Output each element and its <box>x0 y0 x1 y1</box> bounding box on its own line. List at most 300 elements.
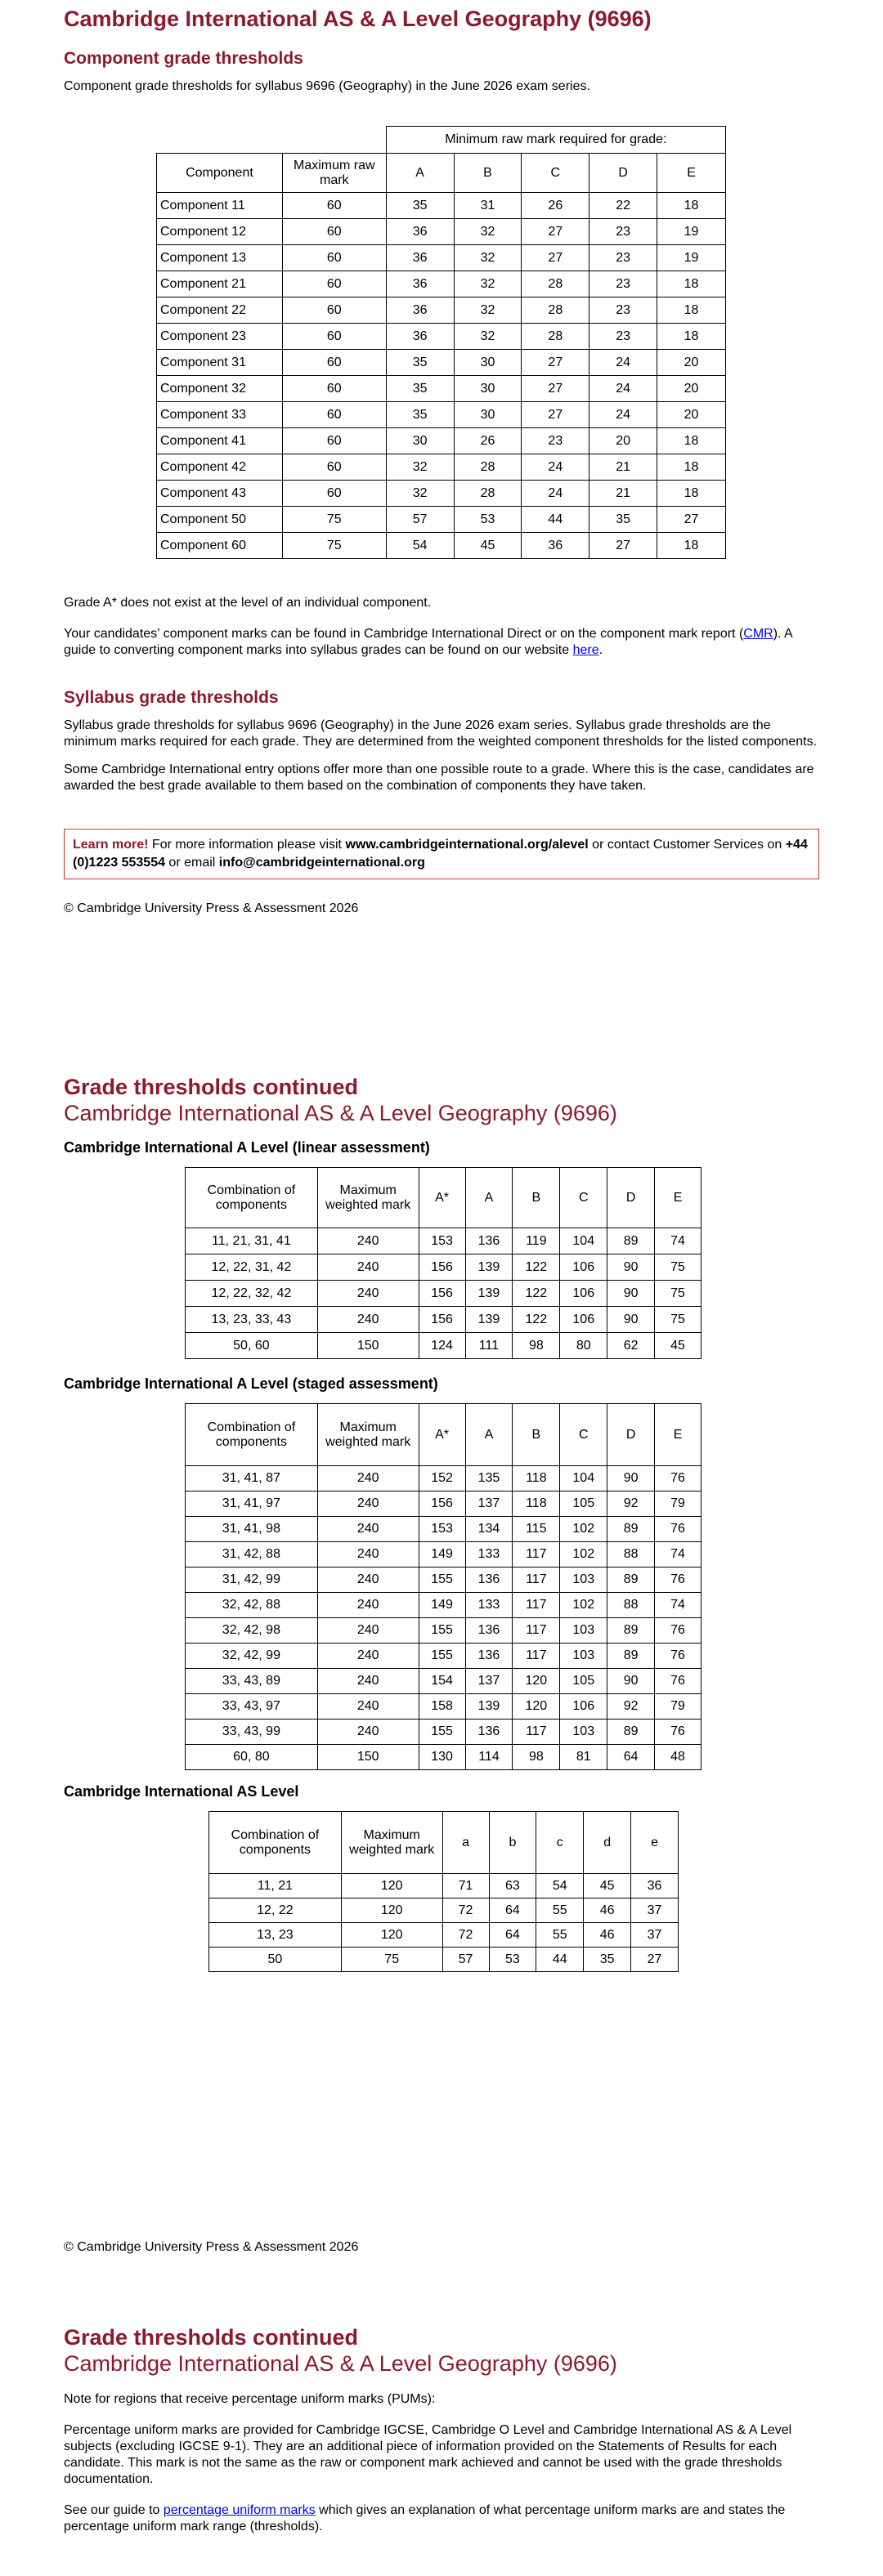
table-cell: 32 <box>386 481 454 507</box>
row-label-cell: 12, 22, 31, 42 <box>186 1254 318 1281</box>
table-cell: 103 <box>560 1644 607 1669</box>
table-cell: 26 <box>522 193 589 219</box>
table-cell: 30 <box>454 402 522 428</box>
table-cell: 75 <box>341 1948 442 1972</box>
table-cell: 105 <box>560 1669 607 1694</box>
table-row <box>157 324 726 350</box>
syllabus-thresholds-heading: Syllabus grade thresholds <box>64 688 279 707</box>
row-label-cell: Component 32 <box>157 376 283 402</box>
website-link[interactable]: www.cambridgeinternational.org/alevel <box>345 838 589 852</box>
row-label-cell: Component 41 <box>157 428 283 454</box>
table-cell: 90 <box>607 1254 655 1281</box>
table-cell: 156 <box>419 1254 465 1281</box>
syllabus-paragraph-2: Some Cambridge International entry options offer more than one possible route to a grade. Where this is the case, candidates are awarded the best grade available to them based on the combination of components they have taken. <box>64 763 814 793</box>
row-label-cell: Component 42 <box>157 454 283 481</box>
column-header: a <box>442 1812 489 1874</box>
table-cell: 158 <box>419 1694 465 1720</box>
column-header: Component <box>157 154 283 193</box>
table-cell: 45 <box>454 533 522 559</box>
row-label-cell: 11, 21 <box>209 1874 342 1898</box>
table-cell: 75 <box>655 1281 701 1307</box>
table-cell: 64 <box>607 1745 655 1770</box>
table-cell: 133 <box>465 1593 513 1618</box>
table-cell: 119 <box>513 1228 560 1254</box>
phone-number: +44 (0)1223 553554 <box>73 838 808 870</box>
table-row <box>186 1568 701 1593</box>
table-cell: 30 <box>454 350 522 376</box>
page-3 <box>0 2305 883 2535</box>
copyright: © Cambridge University Press & Assessment 2026 <box>64 901 359 915</box>
table-cell: 106 <box>560 1694 607 1720</box>
table-row <box>186 1333 701 1359</box>
table-cell: 120 <box>513 1694 560 1720</box>
column-header: A* <box>419 1168 465 1228</box>
table-cell: 74 <box>655 1593 701 1618</box>
table-cell: 153 <box>419 1517 465 1542</box>
page-title: Grade thresholds continued <box>64 1075 359 1099</box>
table-cell: 117 <box>513 1542 560 1568</box>
table-cell: 23 <box>589 219 657 245</box>
table-cell: 27 <box>522 402 589 428</box>
table-cell: 27 <box>589 533 657 559</box>
table-cell: 90 <box>607 1281 655 1307</box>
table-cell: 76 <box>655 1618 701 1644</box>
table-cell: 53 <box>489 1948 536 1972</box>
table-cell: 106 <box>560 1254 607 1281</box>
table-row <box>157 402 726 428</box>
table-row <box>186 1694 701 1720</box>
table-cell: 20 <box>589 428 657 454</box>
table-cell: 120 <box>341 1874 442 1898</box>
table-cell: 36 <box>386 271 454 297</box>
table-cell: 18 <box>657 297 726 324</box>
table-cell: 137 <box>465 1491 513 1517</box>
table-cell: 55 <box>536 1898 584 1923</box>
row-label-cell: Component 23 <box>157 324 283 350</box>
table-cell: 71 <box>442 1874 489 1898</box>
table-row <box>157 376 726 402</box>
table-cell: 154 <box>419 1669 465 1694</box>
table-cell: 35 <box>589 507 657 533</box>
column-header: A <box>386 154 454 193</box>
row-label-cell: 11, 21, 31, 41 <box>186 1228 318 1254</box>
table-cell: 75 <box>655 1254 701 1281</box>
table-cell: 150 <box>317 1333 419 1359</box>
table-cell: 240 <box>317 1517 419 1542</box>
table-cell: 155 <box>419 1644 465 1669</box>
table-cell: 74 <box>655 1542 701 1568</box>
table-cell: 46 <box>584 1898 631 1923</box>
table-cell: 80 <box>560 1333 607 1359</box>
table-cell: 57 <box>386 507 454 533</box>
table-cell: 122 <box>513 1281 560 1307</box>
table-cell: 21 <box>589 481 657 507</box>
table-cell: 54 <box>386 533 454 559</box>
table-cell: 135 <box>465 1466 513 1491</box>
column-header: Maximum weighted mark <box>341 1812 442 1874</box>
table-cell: 22 <box>589 193 657 219</box>
column-header: C <box>560 1168 607 1228</box>
table-cell: 81 <box>560 1745 607 1770</box>
row-label-cell: 31, 41, 98 <box>186 1517 318 1542</box>
row-label-cell: Component 12 <box>157 219 283 245</box>
table-cell: 27 <box>522 376 589 402</box>
learn-more-box: Learn more! For more information please visit www.cambridgeinternational.org/alevel or contact Customer Services on +44 (0)1223 553554 or email info@cambridgeinternational.org <box>64 829 819 879</box>
column-header: A <box>465 1168 513 1228</box>
table-cell: 32 <box>454 245 522 271</box>
row-label-cell: 13, 23 <box>209 1923 342 1948</box>
table-cell: 72 <box>442 1898 489 1923</box>
table-cell: 28 <box>454 454 522 481</box>
row-label-cell: Component 60 <box>157 533 283 559</box>
table-cell: 92 <box>607 1694 655 1720</box>
table-cell: 75 <box>655 1307 701 1333</box>
table-cell: 117 <box>513 1593 560 1618</box>
table-cell: 28 <box>522 297 589 324</box>
table-cell: 117 <box>513 1618 560 1644</box>
table-cell: 240 <box>317 1669 419 1694</box>
table-cell: 240 <box>317 1593 419 1618</box>
table-cell: 26 <box>454 428 522 454</box>
table-cell: 18 <box>657 324 726 350</box>
table-cell: 117 <box>513 1568 560 1593</box>
table-cell: 120 <box>341 1898 442 1923</box>
staged-assessment-table <box>185 1403 701 1770</box>
row-label-cell: 60, 80 <box>186 1745 318 1770</box>
row-label-cell: Component 22 <box>157 297 283 324</box>
table-cell: 18 <box>657 193 726 219</box>
table-cell: 115 <box>513 1517 560 1542</box>
table-cell: 64 <box>489 1898 536 1923</box>
table-row <box>186 1745 701 1770</box>
table-cell: 120 <box>513 1669 560 1694</box>
table-cell: 98 <box>513 1745 560 1770</box>
table-cell: 32 <box>386 454 454 481</box>
table-cell: 53 <box>454 507 522 533</box>
row-label-cell: Component 50 <box>157 507 283 533</box>
table-cell: 37 <box>631 1923 679 1948</box>
table-cell: 18 <box>657 533 726 559</box>
row-label-cell: 32, 42, 88 <box>186 1593 318 1618</box>
column-header: b <box>489 1812 536 1874</box>
table-cell: 111 <box>465 1333 513 1359</box>
table-cell: 103 <box>560 1618 607 1644</box>
table-cell: 35 <box>386 402 454 428</box>
table-row <box>209 1948 679 1972</box>
table-cell: 21 <box>589 454 657 481</box>
table-row <box>157 193 726 219</box>
table-cell: 30 <box>386 428 454 454</box>
row-label-cell: 50, 60 <box>186 1333 318 1359</box>
table-cell: 63 <box>489 1874 536 1898</box>
table-cell: 118 <box>513 1491 560 1517</box>
table-cell: 149 <box>419 1593 465 1618</box>
table-cell: 60 <box>282 350 386 376</box>
row-label-cell: Component 31 <box>157 350 283 376</box>
row-label-cell: 50 <box>209 1948 342 1972</box>
table-cell: 88 <box>607 1542 655 1568</box>
column-header: E <box>657 154 726 193</box>
table-cell: 104 <box>560 1228 607 1254</box>
table-cell: 152 <box>419 1466 465 1491</box>
table-cell: 114 <box>465 1745 513 1770</box>
column-header: D <box>607 1168 655 1228</box>
table-cell: 89 <box>607 1228 655 1254</box>
table-cell: 18 <box>657 271 726 297</box>
table-cell: 55 <box>536 1923 584 1948</box>
table-cell: 24 <box>589 350 657 376</box>
table-cell: 89 <box>607 1618 655 1644</box>
table-cell: 136 <box>465 1720 513 1745</box>
table-cell: 136 <box>465 1618 513 1644</box>
table-cell: 117 <box>513 1644 560 1669</box>
column-header: Maximum raw mark <box>282 154 386 193</box>
table-row <box>186 1669 701 1694</box>
linear-assessment-table <box>185 1167 701 1359</box>
row-label-cell: 31, 42, 99 <box>186 1568 318 1593</box>
table-cell: 60 <box>282 245 386 271</box>
table-cell: 23 <box>522 428 589 454</box>
table-cell: 24 <box>589 376 657 402</box>
table-cell: 103 <box>560 1568 607 1593</box>
table-cell: 89 <box>607 1720 655 1745</box>
email-link[interactable]: info@cambridgeinternational.org <box>218 856 425 870</box>
table-cell: 76 <box>655 1466 701 1491</box>
table-cell: 32 <box>454 324 522 350</box>
table-row <box>157 350 726 376</box>
table-cell: 75 <box>282 533 386 559</box>
table-cell: 27 <box>522 350 589 376</box>
table-cell: 36 <box>386 245 454 271</box>
pum-guide-link[interactable]: percentage uniform marks <box>163 2503 316 2517</box>
table-cell: 36 <box>386 297 454 324</box>
cmr-link[interactable]: CMR <box>743 627 773 641</box>
learn-more-label: Learn more! <box>73 838 149 852</box>
table-cell: 20 <box>657 402 726 428</box>
column-header: C <box>560 1404 607 1466</box>
table-cell: 79 <box>655 1694 701 1720</box>
column-header: Combination of components <box>186 1404 318 1466</box>
table-cell: 155 <box>419 1618 465 1644</box>
table-cell: 54 <box>536 1874 584 1898</box>
linear-heading: Cambridge International A Level (linear assessment) <box>64 1139 430 1156</box>
table-cell: 106 <box>560 1281 607 1307</box>
table-cell: 150 <box>317 1745 419 1770</box>
table-cell: 23 <box>589 245 657 271</box>
table-cell: 28 <box>454 481 522 507</box>
table-cell: 28 <box>522 271 589 297</box>
table-cell: 98 <box>513 1333 560 1359</box>
table-row <box>186 1281 701 1307</box>
table-cell: 23 <box>589 271 657 297</box>
table-row <box>186 1491 701 1517</box>
table-cell: 104 <box>560 1466 607 1491</box>
table-row <box>186 1254 701 1281</box>
table-cell: 89 <box>607 1568 655 1593</box>
table-cell: 90 <box>607 1307 655 1333</box>
here-link[interactable]: here <box>572 643 599 657</box>
column-header: E <box>655 1404 701 1466</box>
row-label-cell: Component 13 <box>157 245 283 271</box>
table-row <box>157 481 726 507</box>
astar-note: Grade A* does not exist at the level of an individual component. <box>64 596 432 610</box>
row-label-cell: Component 43 <box>157 481 283 507</box>
column-header: E <box>655 1168 701 1228</box>
table-cell: 240 <box>317 1694 419 1720</box>
pum-note: Note for regions that receive percentage uniform marks (PUMs): <box>64 2392 436 2406</box>
table-cell: 89 <box>607 1517 655 1542</box>
table-cell: 117 <box>513 1720 560 1745</box>
table-row <box>186 1542 701 1568</box>
table-cell: 60 <box>282 481 386 507</box>
cmr-paragraph: Your candidates’ component marks can be found in Cambridge International Direct or on the component mark report (CMR). A guide to converting component marks into syllabus grades can be found on our website here. <box>64 627 792 657</box>
row-label-cell: 33, 43, 89 <box>186 1669 318 1694</box>
table-row <box>186 1644 701 1669</box>
table-cell: 36 <box>386 324 454 350</box>
table-cell: 60 <box>282 193 386 219</box>
table-cell: 240 <box>317 1618 419 1644</box>
table-cell: 76 <box>655 1669 701 1694</box>
page-subtitle: Cambridge International AS & A Level Geography (9696) <box>64 2351 617 2376</box>
table-cell: 60 <box>282 454 386 481</box>
table-cell: 60 <box>282 297 386 324</box>
page-title: Grade thresholds continued <box>64 2325 359 2350</box>
column-header: D <box>589 154 657 193</box>
copyright: © Cambridge University Press & Assessment 2026 <box>64 2240 359 2254</box>
column-header: Combination of components <box>186 1168 318 1228</box>
table-cell: 32 <box>454 271 522 297</box>
table-cell: 139 <box>465 1254 513 1281</box>
table-cell: 122 <box>513 1307 560 1333</box>
table-cell: 18 <box>657 481 726 507</box>
table-cell: 92 <box>607 1491 655 1517</box>
table-cell: 133 <box>465 1542 513 1568</box>
table-cell: 27 <box>522 219 589 245</box>
table-cell: 19 <box>657 219 726 245</box>
table-cell: 60 <box>282 428 386 454</box>
pum-paragraph: Percentage uniform marks are provided for Cambridge IGCSE, Cambridge O Level and Cambridge International AS & A Level subjects (excluding IGCSE 9-1). They are an additional piece of information provided on the Statements of Results for each candidate. This mark is not the same as the raw or component mark achieved and cannot be used with the grade thresholds documentation. <box>64 2423 792 2486</box>
table-cell: 20 <box>657 350 726 376</box>
column-header: Combination of components <box>209 1812 342 1874</box>
as-level-heading: Cambridge International AS Level <box>64 1783 299 1800</box>
column-header: A <box>465 1404 513 1466</box>
table-cell: 240 <box>317 1228 419 1254</box>
table-cell: 62 <box>607 1333 655 1359</box>
row-label-cell: 33, 43, 99 <box>186 1720 318 1745</box>
table-cell: 18 <box>657 454 726 481</box>
table-cell: 156 <box>419 1281 465 1307</box>
table-cell: 64 <box>489 1923 536 1948</box>
table-cell: 155 <box>419 1568 465 1593</box>
table-cell: 76 <box>655 1517 701 1542</box>
table-cell: 76 <box>655 1568 701 1593</box>
table-cell: 23 <box>589 324 657 350</box>
table-cell: 240 <box>317 1281 419 1307</box>
table-cell: 32 <box>454 297 522 324</box>
table-cell: 105 <box>560 1491 607 1517</box>
table-cell: 20 <box>657 376 726 402</box>
table-cell: 103 <box>560 1720 607 1745</box>
table-cell: 240 <box>317 1568 419 1593</box>
row-label-cell: 32, 42, 99 <box>186 1644 318 1669</box>
table-cell: 74 <box>655 1228 701 1254</box>
table-row <box>157 533 726 559</box>
table-cell: 136 <box>465 1228 513 1254</box>
table-cell: 90 <box>607 1466 655 1491</box>
table-row <box>186 1720 701 1745</box>
row-label-cell: 12, 22 <box>209 1898 342 1923</box>
table-cell: 88 <box>607 1593 655 1618</box>
table-row <box>157 507 726 533</box>
table-cell: 60 <box>282 219 386 245</box>
table-cell: 27 <box>522 245 589 271</box>
column-header: B <box>513 1168 560 1228</box>
table-row <box>157 271 726 297</box>
table-row <box>186 1517 701 1542</box>
component-thresholds-heading: Component grade thresholds <box>64 49 303 68</box>
table-cell: 46 <box>584 1923 631 1948</box>
table-cell: 118 <box>513 1466 560 1491</box>
table-cell: 24 <box>522 481 589 507</box>
table-cell: 136 <box>465 1568 513 1593</box>
component-intro: Component grade thresholds for syllabus 9696 (Geography) in the June 2026 exam series. <box>64 79 590 93</box>
table-cell: 72 <box>442 1923 489 1948</box>
as-level-table <box>208 1811 679 1972</box>
table-cell: 30 <box>454 376 522 402</box>
table-cell: 149 <box>419 1542 465 1568</box>
table-cell: 36 <box>522 533 589 559</box>
column-header: d <box>584 1812 631 1874</box>
table-cell: 24 <box>522 454 589 481</box>
table-row <box>186 1618 701 1644</box>
table-cell: 102 <box>560 1542 607 1568</box>
table-row <box>157 219 726 245</box>
table-cell: 35 <box>386 350 454 376</box>
row-label-cell: 12, 22, 32, 42 <box>186 1281 318 1307</box>
table-row <box>186 1593 701 1618</box>
table-cell: 79 <box>655 1491 701 1517</box>
staged-heading: Cambridge International A Level (staged assessment) <box>64 1375 438 1392</box>
table-cell: 76 <box>655 1720 701 1745</box>
table-cell: 240 <box>317 1644 419 1669</box>
table-row <box>157 245 726 271</box>
column-header: D <box>607 1404 655 1466</box>
row-label-cell: 13, 23, 33, 43 <box>186 1307 318 1333</box>
table-cell: 102 <box>560 1517 607 1542</box>
table-cell: 139 <box>465 1307 513 1333</box>
column-header: C <box>522 154 589 193</box>
table-cell: 60 <box>282 271 386 297</box>
table-cell: 153 <box>419 1228 465 1254</box>
table-cell: 35 <box>386 376 454 402</box>
page-1 <box>0 0 883 917</box>
row-label-cell: Component 11 <box>157 193 283 219</box>
table-cell: 60 <box>282 402 386 428</box>
column-header: Maximum weighted mark <box>317 1404 419 1466</box>
column-header: B <box>513 1404 560 1466</box>
column-header: c <box>536 1812 584 1874</box>
table-cell: 240 <box>317 1542 419 1568</box>
row-label-cell: 33, 43, 97 <box>186 1694 318 1720</box>
table-cell: 240 <box>317 1254 419 1281</box>
table-cell: 28 <box>522 324 589 350</box>
row-label-cell: Component 21 <box>157 271 283 297</box>
table-cell: 136 <box>465 1644 513 1669</box>
table-cell: 31 <box>454 193 522 219</box>
table-cell: 90 <box>607 1669 655 1694</box>
row-label-cell: 31, 41, 97 <box>186 1491 318 1517</box>
table-cell: 48 <box>655 1745 701 1770</box>
